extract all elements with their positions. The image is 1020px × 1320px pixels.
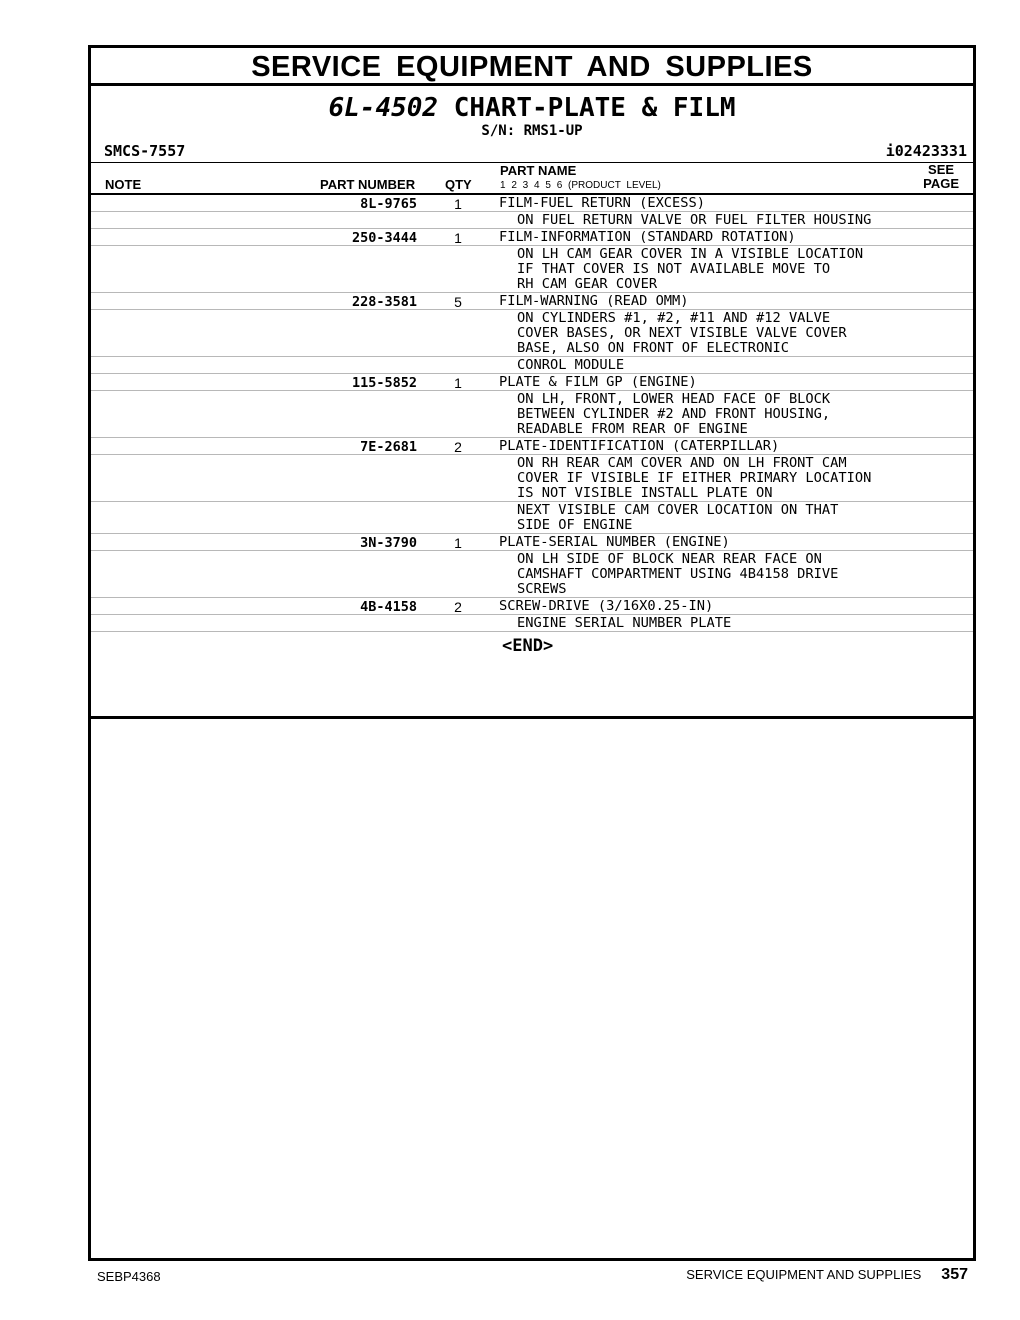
part-row: [91, 374, 973, 391]
group-title: [91, 93, 973, 123]
quantity: 1: [454, 375, 462, 391]
part-row: [91, 195, 973, 212]
group-name: CHART-PLATE & FILM: [453, 93, 736, 123]
footer-doc-id: SEBP4368: [97, 1269, 161, 1284]
part-note: ON CYLINDERS #1, #2, #11 AND #12 VALVE COVER BASES, OR NEXT VISIBLE VALVE COVER BASE, ALSO ON FRONT OF ELECTRONIC: [517, 310, 847, 356]
col-part-number: PART NUMBER: [320, 177, 416, 192]
serial-range: S/N: RMS1-UP: [481, 123, 583, 139]
note-row: [91, 502, 973, 534]
part-row: [91, 293, 973, 310]
part-number: 7E-2681: [360, 439, 417, 455]
end-marker: <END>: [502, 636, 554, 656]
smcs-code: SMCS-7557: [104, 142, 186, 160]
col-note: NOTE: [105, 177, 142, 192]
part-name: FILM-FUEL RETURN (EXCESS): [499, 195, 706, 211]
part-number: 115-5852: [351, 375, 417, 391]
col-see-page: [923, 163, 959, 191]
quantity: 2: [454, 439, 462, 455]
col-see-line1: SEE: [928, 162, 955, 177]
part-number: 8L-9765: [360, 196, 417, 212]
part-row: [91, 229, 973, 246]
quantity: 5: [454, 294, 462, 310]
page-number: 357: [941, 1266, 968, 1283]
part-name: FILM-WARNING (READ OMM): [499, 293, 689, 309]
note-row: [91, 246, 973, 293]
illustration-id: i02423331: [885, 142, 967, 160]
part-note: ON FUEL RETURN VALVE OR FUEL FILTER HOUSING: [517, 212, 872, 228]
part-note: NEXT VISIBLE CAM COVER LOCATION ON THAT SIDE OF ENGINE: [517, 502, 839, 533]
part-row: [91, 598, 973, 615]
note-row: [91, 551, 973, 598]
quantity: 1: [454, 535, 462, 551]
table-end-rule: [91, 716, 973, 719]
part-name: PLATE-IDENTIFICATION (CATERPILLAR): [499, 438, 780, 454]
column-headers: [91, 163, 973, 195]
id-bar: [91, 140, 973, 163]
note-row: [91, 391, 973, 438]
note-row: [91, 455, 973, 502]
quantity: 1: [454, 196, 462, 212]
quantity: 2: [454, 599, 462, 615]
note-row: [91, 615, 973, 632]
part-number: 228-3581: [351, 294, 417, 310]
col-qty: QTY: [445, 177, 472, 192]
part-note: ON RH REAR CAM COVER AND ON LH FRONT CAM COVER IF VISIBLE IF EITHER PRIMARY LOCATION IS NOT VISIBLE INSTALL PLATE ON: [517, 455, 872, 501]
part-name: FILM-INFORMATION (STANDARD ROTATION): [499, 229, 796, 245]
part-note: CONROL MODULE: [517, 357, 625, 373]
part-note: ENGINE SERIAL NUMBER PLATE: [517, 615, 732, 631]
footer-right: [686, 1266, 968, 1284]
parts-table: [91, 195, 973, 632]
part-number: 250-3444: [351, 230, 417, 246]
footer-section: SERVICE EQUIPMENT AND SUPPLIES: [686, 1267, 922, 1282]
note-row: [91, 310, 973, 357]
quantity: 1: [454, 230, 462, 246]
part-note: ON LH CAM GEAR COVER IN A VISIBLE LOCATION IF THAT COVER IS NOT AVAILABLE MOVE TO RH CAM GEAR COVER: [517, 246, 864, 292]
part-row: [91, 438, 973, 455]
col-product-levels: 1 2 3 4 5 6 (PRODUCT LEVEL): [500, 180, 661, 191]
part-note: ON LH, FRONT, LOWER HEAD FACE OF BLOCK BETWEEN CYLINDER #2 AND FRONT HOUSING, READABLE FROM REAR OF ENGINE: [517, 391, 831, 437]
part-name: PLATE-SERIAL NUMBER (ENGINE): [499, 534, 730, 550]
group-number: 6L-4502: [328, 93, 439, 123]
part-note: ON LH SIDE OF BLOCK NEAR REAR FACE ON CAMSHAFT COMPARTMENT USING 4B4158 DRIVE SCREWS: [517, 551, 839, 597]
col-see-line2: PAGE: [923, 176, 959, 191]
section-title: SERVICE EQUIPMENT AND SUPPLIES: [91, 48, 973, 86]
note-row: [91, 357, 973, 374]
part-row: [91, 534, 973, 551]
note-row: [91, 212, 973, 229]
col-part-name: PART NAME: [500, 163, 577, 178]
part-name: SCREW-DRIVE (3/16X0.25-IN): [499, 598, 714, 614]
part-name: PLATE & FILM GP (ENGINE): [499, 374, 697, 390]
page-frame: [88, 45, 976, 1261]
part-number: 3N-3790: [360, 535, 417, 551]
part-number: 4B-4158: [360, 599, 417, 615]
